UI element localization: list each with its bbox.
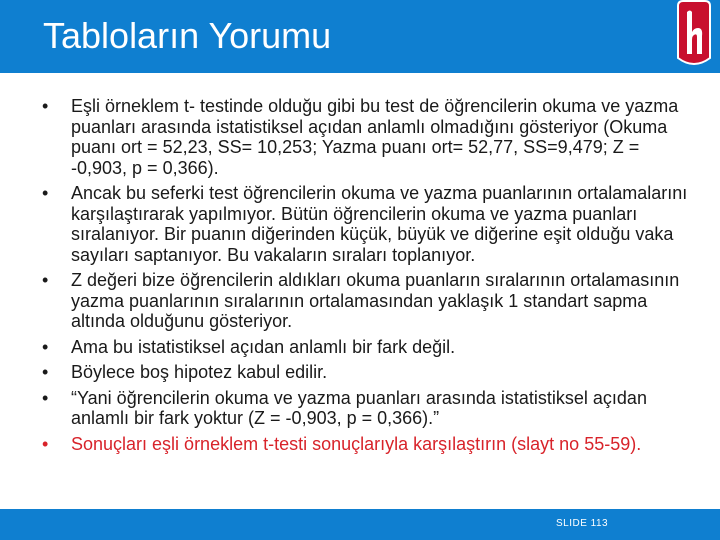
bullet-item [42,96,692,178]
slide-title: Tabloların Yorumu [43,15,332,56]
hacettepe-h-logo-icon [668,0,720,73]
bullet-text: “Yani öğrencilerin okuma ve yazma puanları arasında istatistiksel açıdan anlamlı bir fark yoktur (Z = -0,903, p = 0,366).” [71,387,647,428]
bullet-marker: • [42,433,49,454]
slide-number: SLIDE 113 [556,518,609,529]
bullet-text: Böylece boş hipotez kabul edilir. [71,362,328,382]
bullet-item [42,362,692,383]
bullet-text: Eşli örneklem t- testinde olduğu gibi bu test de öğrencilerin okuma ve yazma puanları arasında istatistiksel açıdan anlamlı olmadığını gösteriyor (Okuma puanı ort = 52,23, SS= 10,253; Yazma puanı ort= 52,77, SS=9,479; Z = -0,903, p = 0,366). [71,96,679,178]
bullet-marker: • [42,96,49,116]
bullet-text: Ama bu istatistiksel açıdan anlamlı bir fark değil. [71,336,456,357]
bullet-text: Ancak bu seferki test öğrencilerin okuma ve yazma puanlarının ortalamalarını karşılaştırarak yapılmıyor. Bütün öğrencilerin okuma ve yazma puanları sıralanıyor. Bir puanın diğerinden küçük, büyük ve diğerine eşit olduğu vaka sayıları saptanıyor. Bu vakaların sıraları toplanıyor. [71,183,688,265]
bullet-marker: • [42,387,49,408]
bullet-item [42,183,692,265]
bullet-text: Z değeri bize öğrencilerin aldıkları okuma puanların sıralarının ortalamasının yazma puanlarının sıralarının ortalamasından yaklaşık 1 standart sapma altında olduğunu gösteriyor. [71,270,680,331]
bullet-marker: • [42,183,49,203]
footer-bar [0,509,720,540]
bullet-marker: • [42,336,49,357]
bullet-item [42,388,692,429]
bullet-marker: • [42,270,49,290]
bullet-item [42,434,692,455]
title-bar [0,0,720,73]
bullet-item [42,270,692,332]
bullet-list [42,96,692,459]
bullet-marker: • [42,362,49,382]
bullet-text: Sonuçları eşli örneklem t-testi sonuçlarıyla karşılaştırın (slayt no 55-59). [71,433,642,454]
bullet-item [42,337,692,358]
